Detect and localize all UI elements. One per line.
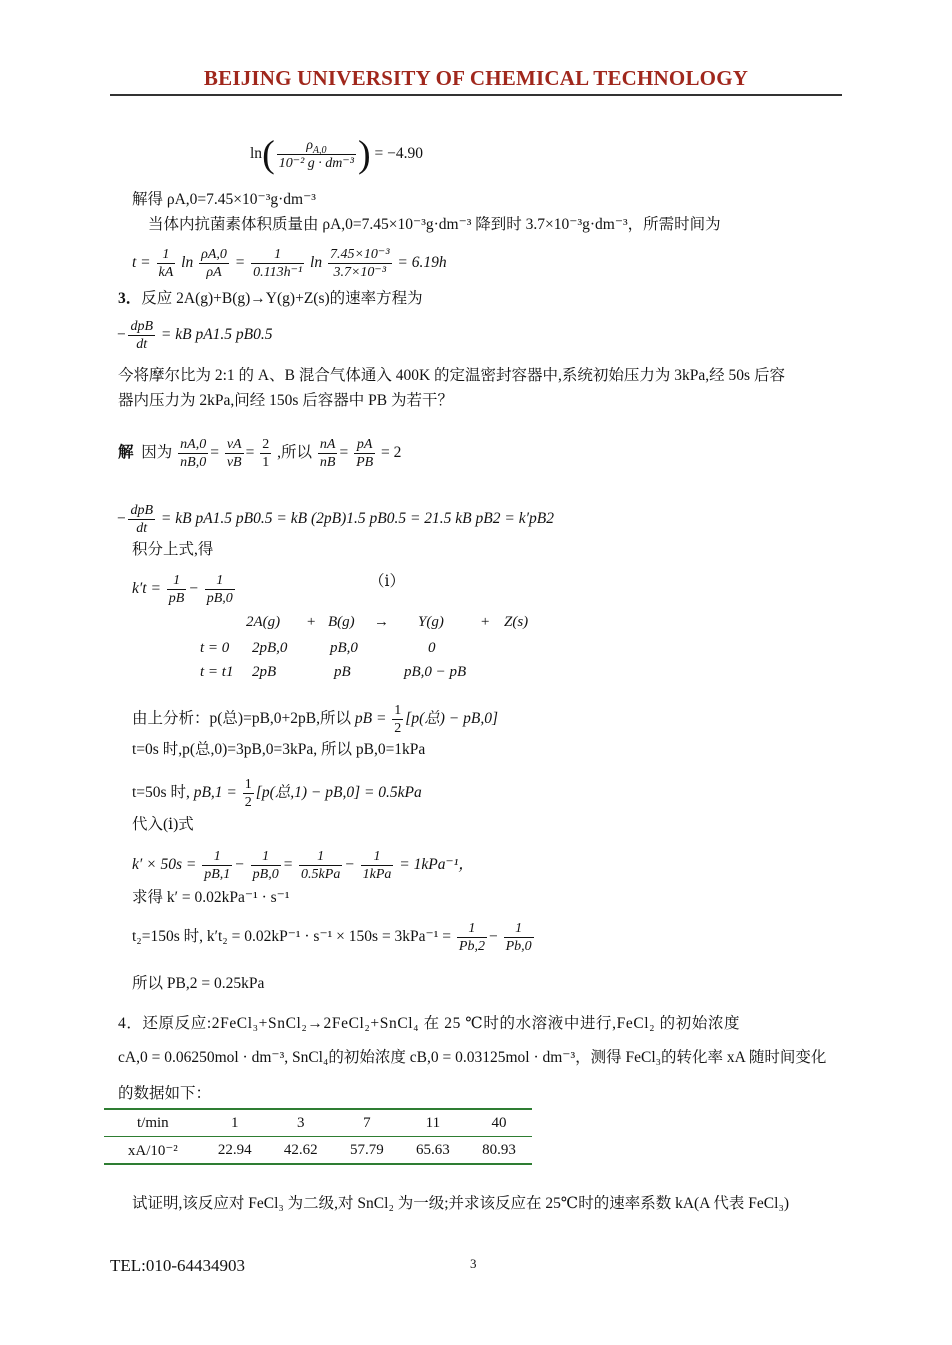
- reaction-head-Z: Z(s): [504, 614, 529, 630]
- result-line: 所以 PB,2 = 0.25kPa: [132, 975, 265, 992]
- table-row: [104, 1109, 532, 1137]
- reaction-row1-A: 2pB: [252, 664, 277, 680]
- integrated-equation: k′t = $\frac{1}{pB}$ − $\frac{1}{pB,0}$: [132, 573, 233, 606]
- problem-3-text-2: 器内压力为 2kPa,问经 150s 后容器中 PB 为若干？: [118, 392, 453, 409]
- reaction-head-Y: Y(g): [418, 614, 444, 630]
- substitute-line: 代入(ⅰ)式: [132, 816, 194, 833]
- reaction-head-plus-2: +: [480, 614, 491, 630]
- page-number: 3: [470, 1256, 477, 1271]
- reaction-row0-B: pB,0: [330, 640, 358, 656]
- table-cell: 57.79: [334, 1137, 400, 1165]
- table-cell: 42.62: [268, 1137, 334, 1165]
- solution-intro: 解 因为 $\frac{nA,0}{nB,0}$ = $\frac{\nu A}{\nu B}$ = $\frac{2}{1}$ ,所以 $\frac{nA}{nB}$ = $\frac{pA}{PB}$ = 2: [118, 437, 402, 470]
- table-cell: t/min: [104, 1109, 202, 1137]
- table-cell: 65.63: [400, 1137, 466, 1165]
- page-header-title: BEIJING UNIVERSITY OF CHEMICAL TECHNOLOGY: [203, 66, 749, 90]
- table-cell: 80.93: [466, 1137, 532, 1165]
- substituted-equation: k′ × 50s = $\frac{1}{pB,1}$ − $\frac{1}{pB,0}$ = $\frac{1}{\text{0.5kPa}}$ − $\frac{1}{\text{1kPa}}$ = 1kPa⁻¹，: [132, 849, 474, 882]
- table-cell: 40: [466, 1109, 532, 1137]
- prove-line: 试证明,该反应对 FeCl₃ 为二级,对 SnCl₂ 为一级;并求该反应在 25℃时的速率系数 kA(A 代表 FeCl₃): [132, 1195, 790, 1212]
- reaction-head-2A: 2A(g): [246, 614, 281, 630]
- find-k-line: 求得 k′ = 0.02kPa⁻¹ · s⁻¹: [132, 889, 290, 906]
- problem-3-title: 3．反应 2A(g)+B(g)→Y(g)+Z(s)的速率方程为: [118, 290, 423, 307]
- problem-3-text-1: 今将摩尔比为 2:1 的 A、B 混合气体通入 400K 的定温密封容器中,系统初始压力为 3kPa,经 50s 后容: [118, 367, 785, 384]
- t0-line: t=0s 时,p(总,0)=3pB,0=3kPa, 所以 pB,0=1kPa: [132, 741, 426, 758]
- reaction-row0-Y: 0: [428, 640, 436, 656]
- t2-line: t₂=150s 时, k′t₂ = 0.02kP⁻¹ · s⁻¹ × 150s = 3kPa⁻¹ = $\frac{1}{Pb,2}$ − $\frac{1}{Pb,0}$: [132, 921, 532, 954]
- equation-ln-ratio: ln( $\frac{\rho_{A,0}}{\text{10⁻² g · dm⁻³}}$ ) = −4.90: [250, 133, 424, 176]
- equation-time: t = $\frac{1}{kA}$ ln $\frac{\rho A,0}{\rho A}$ = $\frac{1}{\text{0.113h⁻¹}}$ ln $\frac{\text{7.45×10⁻³}}{\text{3.7×10⁻³}}$ = 6.19h: [132, 247, 447, 280]
- table-row: [104, 1137, 532, 1165]
- analysis-line: 由上分析：p(总)=pB,0+2pB,所以 pB = $\frac{1}{2}$ [p(总) − pB,0]: [132, 703, 498, 736]
- reaction-head-plus-1: +: [306, 614, 317, 630]
- table-cell: 3: [268, 1109, 334, 1137]
- t50-line: t=50s 时, pB,1 = $\frac{1}{2}$ [p(总,1) − pB,0] = 0.5kPa: [132, 777, 422, 810]
- reaction-head-B: B(g): [328, 614, 355, 630]
- rate-equation: − $\frac{\text{dpB}}{dt}$ = kB pA1.5 pB0.5: [116, 319, 273, 352]
- table-cell: 1: [202, 1109, 268, 1137]
- integrate-line: 积分上式,得: [132, 541, 214, 558]
- time-question-line: 当体内抗菌素体积质量由 ρA,0=7.45×10⁻³g·dm⁻³ 降到时 3.7×10⁻³g·dm⁻³，所需时间为: [148, 216, 721, 233]
- problem-4-line-3: 的数据如下：: [118, 1085, 212, 1102]
- problem-4-line-2: cA,0 = 0.06250mol · dm⁻³, SnCl₄的初始浓度 cB,0 = 0.03125mol · dm⁻³，测得 FeCl₃的转化率 xA 随时间变化: [118, 1049, 827, 1066]
- table-cell: xA/10⁻²: [104, 1137, 202, 1165]
- reaction-row1-Y: pB,0 − pB: [404, 664, 467, 680]
- reaction-row1-time: t = t1: [200, 664, 234, 680]
- conversion-data-table: [104, 1108, 532, 1165]
- table-cell: 7: [334, 1109, 400, 1137]
- rate-equation-derived: − $\frac{\text{dpB}}{dt}$ = kB pA1.5 pB0.5 = kB (2pB)1.5 pB0.5 = 21.5 kB pB2 = k′pB2: [116, 503, 554, 536]
- reaction-row1-B: pB: [334, 664, 351, 680]
- table-cell: 22.94: [202, 1137, 268, 1165]
- problem-4-line-1: 4．还原反应:2FeCl₃+SnCl₂→2FeCl₂+SnCl₄ 在 25 ℃时的水溶液中进行,FeCl₂ 的初始浓度: [118, 1015, 741, 1032]
- reaction-head-arrow: →: [374, 614, 389, 630]
- reaction-row0-A: 2pB,0: [252, 640, 288, 656]
- solve-line: 解得 ρA,0=7.45×10⁻³g·dm⁻³: [132, 191, 316, 208]
- footer-telephone: TEL:010-64434903: [110, 1256, 246, 1275]
- equation-tag-i: （ⅰ）: [369, 573, 405, 590]
- header-divider: [110, 94, 842, 96]
- reaction-row0-time: t = 0: [200, 640, 230, 656]
- table-cell: 11: [400, 1109, 466, 1137]
